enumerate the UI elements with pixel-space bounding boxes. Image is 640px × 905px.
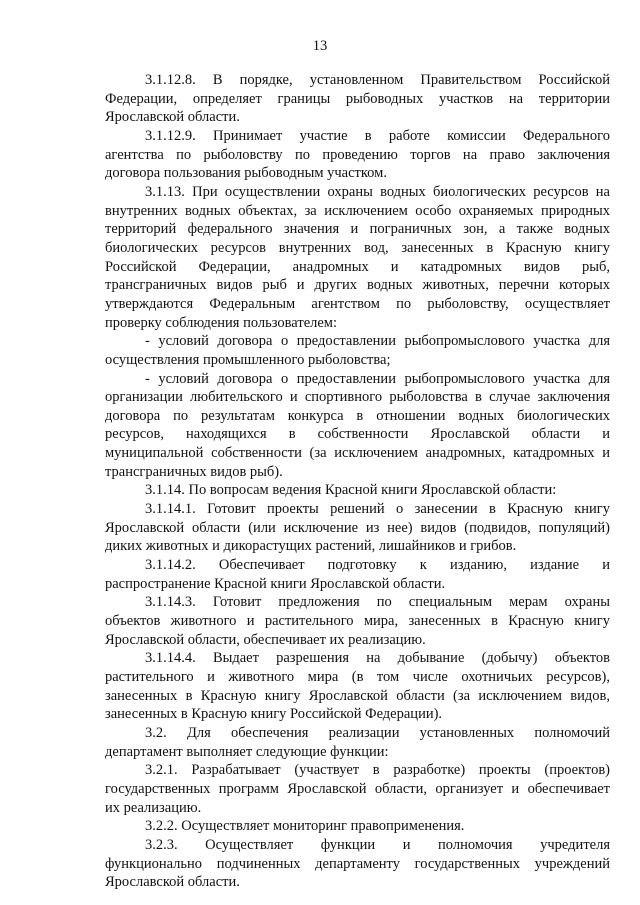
text-line: 3.1.14.3. Готовит предложения по специальным мерам охраны	[145, 594, 610, 611]
text-line: 3.1.14.2. Обеспечивает подготовку к изданию, издание и	[145, 557, 610, 574]
text-line: ресурсов, находящихся в собственности Ярославской области и	[105, 426, 610, 443]
text-line: Федерации, определяет границы рыбоводных участков на территории	[105, 90, 610, 107]
list-item-recreational-fishing	[105, 370, 610, 482]
text-line: функционально подчиненных департаменту государственных учреждений	[105, 855, 610, 872]
text-line: 3.2.1. Разрабатывает (участвует в разработке) проекты (проектов)	[145, 762, 610, 779]
text-line: растительного и животного мира (в том числе охотничьих ресурсов),	[105, 669, 610, 685]
text-line: Ярославской области, обеспечивает их реализацию.	[105, 631, 426, 648]
text-line: трансграничных видов рыб и других водных животных, перечни которых	[105, 277, 610, 294]
text-line: 3.1.14. По вопросам ведения Красной книги Ярославской области:	[145, 482, 557, 499]
paragraph-3-1-14-3	[105, 593, 610, 649]
text-line: территорий федерального значения и пограничных зон, а также водных	[105, 221, 610, 238]
text-line: объектов животного и растительного мира, занесенных в Красную книгу	[105, 613, 610, 630]
paragraph-3-1-14-2	[105, 556, 610, 593]
text-line: проверку соблюдения пользователем:	[105, 314, 338, 331]
paragraph-3-2	[105, 724, 610, 761]
text-line: занесенных в Красную книгу Ярославской области (за исключением видов,	[105, 687, 610, 704]
paragraph-3-2-1	[105, 761, 610, 817]
text-line: биологических ресурсов внутренних вод, занесенных в Красную книгу	[105, 239, 610, 256]
text-line: занесенных в Красную книгу Российской Федерации).	[105, 706, 443, 723]
text-line: распространение Красной книги Ярославской области.	[105, 575, 446, 592]
document-body	[105, 71, 610, 892]
text-line: утверждаются Федеральным агентством по рыболовству, осуществляет	[105, 295, 610, 312]
text-line: 3.1.14.1. Готовит проекты решений о занесении в Красную книгу	[145, 501, 610, 518]
page-number: 13	[312, 38, 328, 54]
paragraph-3-2-3	[105, 836, 610, 892]
text-line: департамент выполняет следующие функции:	[105, 743, 389, 760]
text-line: Ярославской области (или исключение из нее) видов (подвидов, популяций)	[105, 519, 610, 536]
text-line: - условий договора о предоставлении рыбопромыслового участка для	[145, 370, 610, 387]
text-line: Российской Федерации, анадромных и катадромных видов рыб,	[105, 258, 610, 275]
text-line: их реализацию.	[105, 799, 202, 816]
text-line: организации любительского и спортивного рыболовства в случае заключения	[105, 389, 610, 406]
list-item-industrial-fishing	[105, 332, 610, 369]
text-line: государственных программ Ярославской области, организует и обеспечивает	[105, 780, 610, 797]
text-line: диких животных и дикорастущих растений, лишайников и грибов.	[105, 538, 517, 555]
text-line: внутренних водных объектах, за исключением особо охраняемых природных	[105, 202, 610, 219]
paragraph-3-1-14-4	[105, 649, 610, 724]
text-line: 3.2. Для обеспечения реализации установленных полномочий	[145, 724, 610, 741]
text-line: договора пользования рыбоводным участком.	[105, 165, 387, 182]
paragraph-3-1-13	[105, 183, 610, 332]
text-line: 3.1.13. При осуществлении охраны водных биологических ресурсов на	[145, 183, 610, 200]
text-line: муниципальной собственности (за исключением анадромных, катадромных и	[105, 445, 610, 462]
text-line: Ярославской области.	[105, 874, 240, 891]
text-line: агентства по рыболовству по проведению торгов на право заключения	[105, 146, 610, 163]
text-line: трансграничных видов рыб).	[105, 463, 283, 480]
paragraph-3-2-2	[105, 817, 610, 836]
paragraph-3-1-14-1	[105, 500, 610, 556]
text-line: 3.1.14.4. Выдает разрешения на добывание (добычу) объектов	[145, 650, 610, 667]
text-line: 3.1.12.8. В порядке, установленном Правительством Российской	[145, 72, 610, 88]
paragraph-3-1-14	[105, 481, 610, 500]
text-line: 3.1.12.9. Принимает участие в работе комиссии Федерального	[145, 127, 610, 144]
paragraph-3-1-12-9	[105, 127, 610, 183]
text-line: договора по результатам конкурса в отношении водных биологических	[105, 407, 610, 424]
text-line: 3.2.2. Осуществляет мониторинг правоприменения.	[145, 818, 465, 835]
text-line: 3.2.3. Осуществляет функции и полномочия учредителя	[145, 836, 610, 853]
text-line: осуществления промышленного рыболовства;	[105, 351, 391, 368]
text-line: Ярославской области.	[105, 109, 240, 126]
text-line: - условий договора о предоставлении рыбопромыслового участка для	[145, 333, 610, 350]
paragraph-3-1-12-8	[105, 71, 610, 127]
